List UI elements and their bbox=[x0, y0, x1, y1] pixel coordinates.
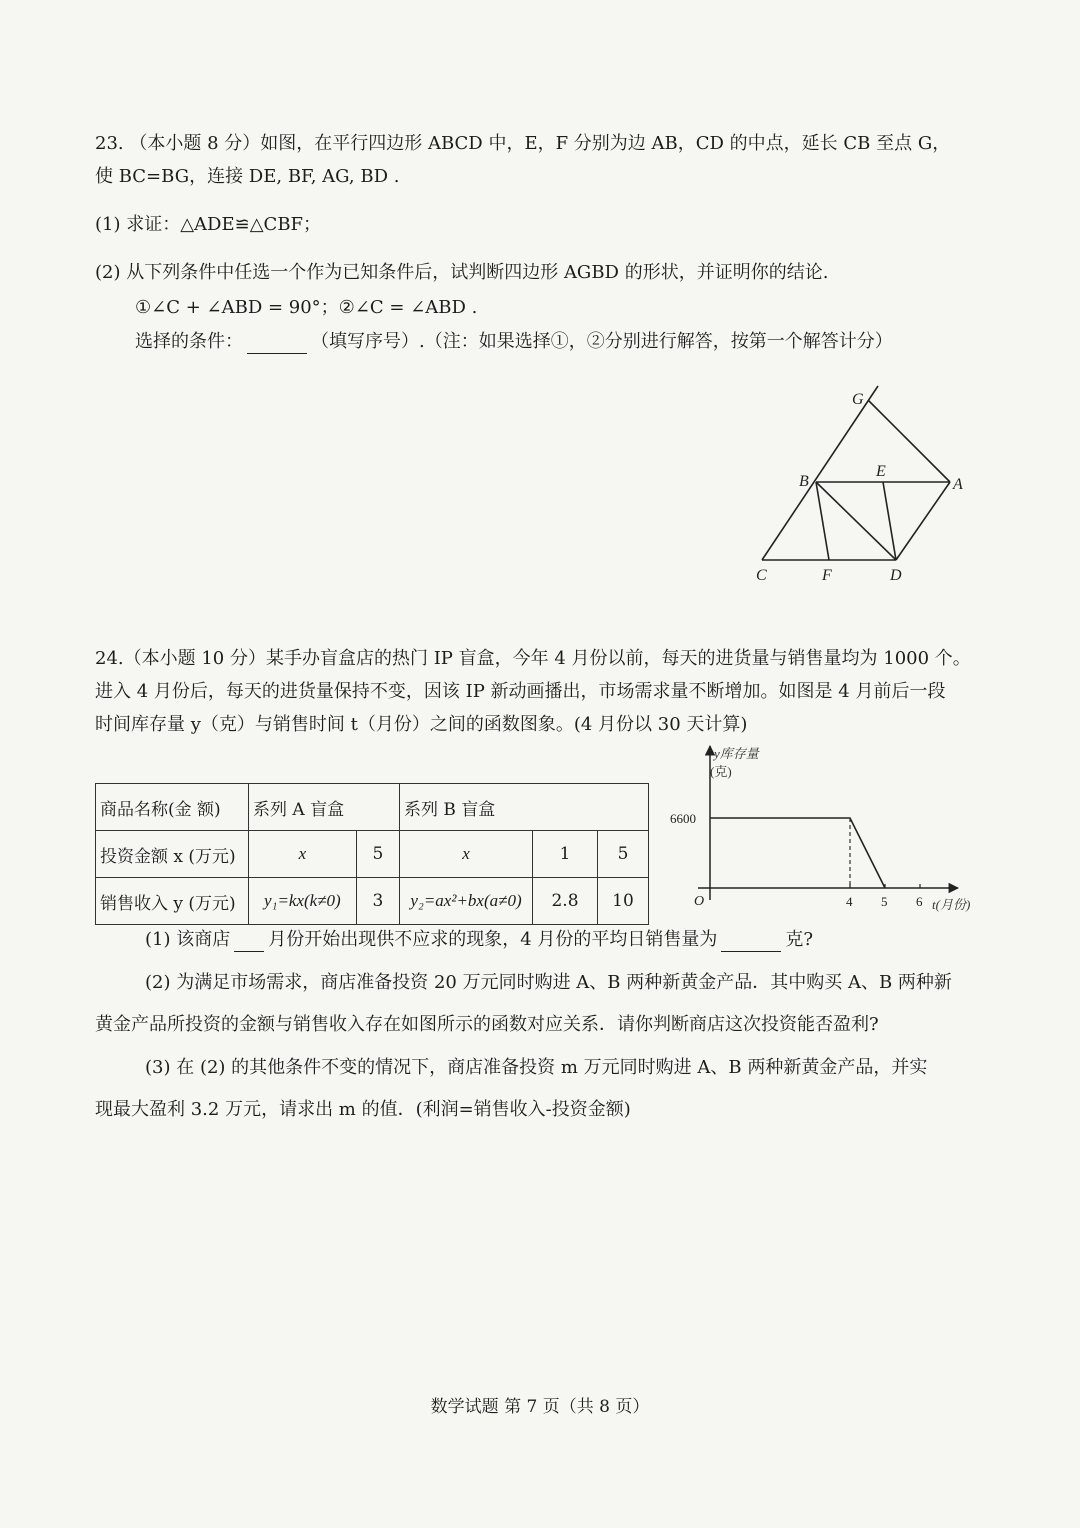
table-cell: 商品名称(金 额) bbox=[96, 784, 249, 831]
table-cell: x bbox=[400, 831, 533, 878]
label-F: F bbox=[822, 567, 832, 584]
table-cell: 投资金额 x (万元) bbox=[96, 831, 249, 878]
q23-line2: 使 BC=BG，连接 DE, BF, AG, BD . bbox=[95, 166, 400, 187]
table-row bbox=[96, 831, 649, 878]
table-cell: x bbox=[249, 831, 357, 878]
q24-sub1 bbox=[145, 928, 813, 952]
q24-sub1-a: (1) 该商店 bbox=[145, 929, 231, 950]
x-tick-label: 4 bbox=[846, 894, 853, 909]
x-axis-label: t(月份) bbox=[932, 897, 971, 912]
table-cell: 10 bbox=[598, 878, 649, 925]
q23-choose-label: 选择的条件： bbox=[135, 331, 243, 352]
y-axis-unit: (克) bbox=[710, 764, 732, 779]
q23-choose-row bbox=[135, 330, 893, 354]
table-cell: 2.8 bbox=[533, 878, 598, 925]
y-axis-label: y库存量 bbox=[714, 746, 759, 761]
table-cell: 5 bbox=[598, 831, 649, 878]
q24-sub2-line2: 黄金产品所投资的金额与销售收入存在如图所示的函数对应关系．请你判断商店这次投资能否盈利? bbox=[95, 1014, 879, 1035]
table-row bbox=[96, 784, 649, 831]
answer-blank-daily-sales[interactable] bbox=[721, 933, 781, 952]
answer-blank[interactable] bbox=[247, 335, 307, 354]
label-D: D bbox=[890, 567, 902, 584]
segment-BD bbox=[816, 482, 896, 560]
inventory-series-line bbox=[710, 818, 885, 888]
y-tick-label: 6600 bbox=[670, 811, 696, 826]
q24-line2: 进入 4 月份后，每天的进货量保持不变，因该 IP 新动画播出，市场需求量不断增加。如图是 4 月前后一段 bbox=[95, 681, 946, 702]
investment-table bbox=[95, 783, 649, 925]
label-E: E bbox=[876, 463, 886, 480]
parallelogram-figure bbox=[740, 382, 1000, 602]
q24-sub1-b: 月份开始出现供不应求的现象，4 月份的平均日销售量为 bbox=[268, 929, 718, 950]
x-tick-label: 5 bbox=[881, 894, 888, 909]
q24-sub3-line2: 现最大盈利 3.2 万元，请求出 m 的值．(利润=销售收入-投资金额) bbox=[95, 1099, 631, 1120]
table-cell: 系列 A 盲盒 bbox=[249, 784, 400, 831]
x-tick-label: 6 bbox=[916, 894, 923, 909]
q23-choose-note: （填写序号）.（注：如果选择①，②分别进行解答，按第一个解答计分） bbox=[311, 331, 893, 352]
q23-conditions: ①∠C + ∠ABD = 90°；②∠C = ∠ABD . bbox=[135, 297, 478, 318]
label-A: A bbox=[953, 476, 963, 493]
label-C: C bbox=[756, 567, 767, 584]
table-cell: y₁=kx(k≠0) bbox=[249, 878, 357, 925]
origin-label: O bbox=[694, 894, 705, 909]
q24-line3: 时间库存量 y（克）与销售时间 t（月份）之间的函数图象。(4 月份以 30 天计算) bbox=[95, 714, 748, 735]
q23-part1: (1) 求证：△ADE≌△CBF； bbox=[95, 214, 322, 235]
table-cell: 销售收入 y (万元) bbox=[96, 878, 249, 925]
segment-AD bbox=[896, 482, 950, 560]
page-footer: 数学试题 第 7 页（共 8 页） bbox=[430, 1397, 650, 1417]
q24-sub2-line1: (2) 为满足市场需求，商店准备投资 20 万元同时购进 A、B 两种新黄金产品．其中购买 A、B 两种新 bbox=[145, 972, 952, 993]
q24-line1: 24.（本小题 10 分）某手办盲盒店的热门 IP 盲盒，今年 4 月份以前，每天的进货量与销售量均为 1000 个。 bbox=[95, 648, 971, 669]
table-cell: y₂=ax²+bx(a≠0) bbox=[400, 878, 533, 925]
q23-line1: 23. （本小题 8 分）如图，在平行四边形 ABCD 中，E，F 分别为边 AB，CD 的中点，延长 CB 至点 G， bbox=[95, 133, 951, 154]
answer-blank-month[interactable] bbox=[234, 933, 264, 952]
q23-part2: (2) 从下列条件中任选一个作为已知条件后，试判断四边形 AGBD 的形状，并证明你的结论. bbox=[95, 262, 829, 283]
label-B: B bbox=[799, 473, 809, 490]
table-row bbox=[96, 878, 649, 925]
label-G: G bbox=[852, 391, 864, 408]
segment-CG bbox=[762, 386, 878, 560]
q24-sub3-line1: (3) 在 (2) 的其他条件不变的情况下，商店准备投资 m 万元同时购进 A、B 两种新黄金产品，并实 bbox=[145, 1057, 928, 1078]
table-cell: 5 bbox=[356, 831, 399, 878]
table-cell: 3 bbox=[356, 878, 399, 925]
q24-sub1-c: 克? bbox=[785, 929, 814, 950]
inventory-chart bbox=[660, 740, 980, 920]
table-cell: 系列 B 盲盒 bbox=[400, 784, 649, 831]
table-cell: 1 bbox=[533, 831, 598, 878]
